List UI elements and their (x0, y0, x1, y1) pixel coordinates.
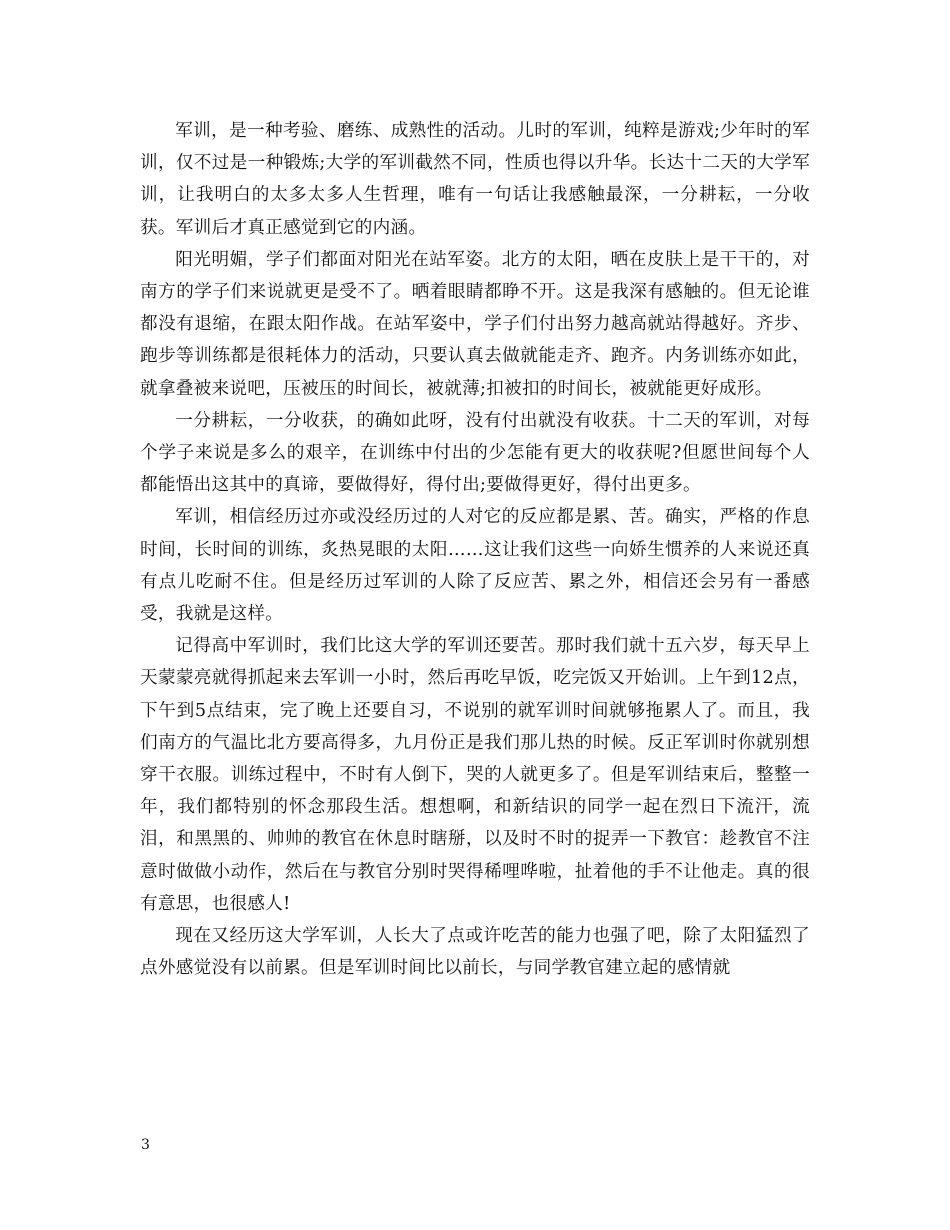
paragraph-5: 记得高中军训时，我们比这大学的军训还要苦。那时我们就十五六岁，每天早上天蒙蒙亮就得抓起来去军训一小时，然后再吃早饭，吃完饭又开始训。上午到12点，下午到5点结束，完了晚上还要自习，不说别的就军训时间就够拖累人了。而且，我们南方的气温比北方要高得多，九月份正是我们那儿热的时候。反正军训时你就别想穿干衣服。训练过程中，不时有人倒下，哭的人就更多了。但是军训结束后，整整一年，我们都特别的怀念那段生活。想想啊，和新结识的同学一起在烈日下流汗，流泪，和黑黑的、帅帅的教官在休息时瞎掰，以及时不时的捉弄一下教官：趁教官不注意时做做小动作，然后在与教官分别时哭得稀哩哗啦，扯着他的手不让他走。真的很有意思，也很感人! (140, 636, 810, 914)
page-number: 3 (141, 1137, 150, 1153)
paragraph-1: 军训，是一种考验、磨练、成熟性的活动。儿时的军训，纯粹是游戏;少年时的军训，仅不过是一种锻炼;大学的军训截然不同，性质也得以升华。长达十二天的大学军训，让我明白的太多太多人生哲理，唯有一句话让我感触最深，一分耕耘，一分收获。军训后才真正感觉到它的内涵。 (140, 121, 810, 238)
document-body (140, 115, 810, 984)
paragraph-4: 军训，相信经历过亦或没经历过的人对它的反应都是累、苦。确实，严格的作息时间，长时间的训练，炙热晃眼的太阳……这让我们这些一向娇生惯养的人来说还真有点儿吃耐不住。但是经历过军训的人除了反应苦、累之外，相信还会另有一番感受，我就是这样。 (140, 507, 810, 625)
paragraph-6: 现在又经历这大学军训，人长大了点或许吃苦的能力也强了吧，除了太阳猛烈了点外感觉没有以前累。但是军训时间比以前长，与同学教官建立起的感情就 (140, 926, 810, 979)
paragraph-2: 阳光明媚，学子们都面对阳光在站军姿。北方的太阳，晒在皮肤上是干干的，对南方的学子们来说就更是受不了。晒着眼睛都睁不开。这是我深有感触的。但无论谁都没有退缩，在跟太阳作战。在站军姿中，学子们付出努力越高就站得越好。齐步、跑步等训练都是很耗体力的活动，只要认真去做就能走齐、跑齐。内务训练亦如此，就拿叠被来说吧，压被压的时间长，被就薄;扣被扣的时间长，被就能更好成形。 (140, 249, 810, 399)
paragraph-3: 一分耕耘，一分收获，的确如此呀，没有付出就没有收获。十二天的军训，对每个学子来说是多么的艰辛，在训练中付出的少怎能有更大的收获呢?但愿世间每个人都能悟出这其中的真谛，要做得好，得付出;要做得更好，得付出更多。 (140, 410, 810, 496)
